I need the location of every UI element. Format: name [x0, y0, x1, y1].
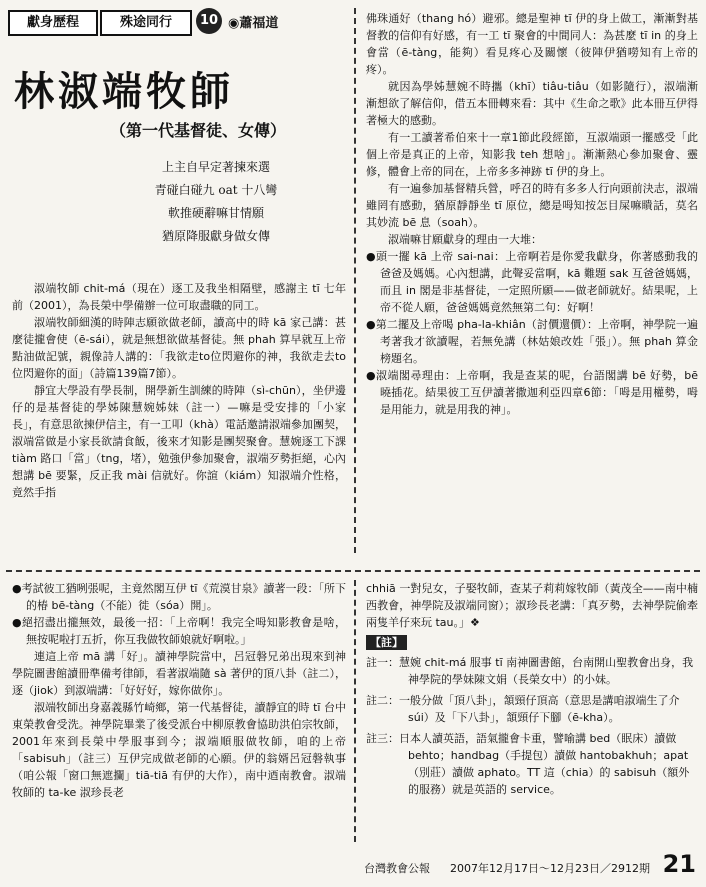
bullet-item: ●第二擺及上帝喝 pha-la-khiân（討價還價）：上帝啊，神學院一遍考著我才欲讀喔，若無免講（林姑娘改姓「張」）。無 phah 算金榜題名。 [366, 318, 698, 365]
article-subtitle: （第一代基督徒、女傳） [110, 121, 287, 140]
paragraph: 連這上帝 mā 講「好」。讀神學院當中，呂冠磐兄弟出現來到神學院圖書館讀冊準備考律師，看著淑端隨 sà 著伊的頂八卦（註二），逐（jiok）到淑端講：「好好好，嫁你做你」。 [12, 650, 346, 697]
poem-line: 青碰白碰九 oat 十八彎 [154, 183, 278, 197]
footnote: 註一：慧婉 chit-má 服事 tī 南神圖書館，台南開山聖教會出身，我神學院的學妹陳文娟（長榮女中）的小妹。 [366, 656, 694, 686]
article-title: 林淑端牧師 [14, 68, 234, 115]
paragraph: 就因為學姊慧婉不時攜（khī）tiâu-tiâu（如影隨行），淑端漸漸想欲了解信仰，借五本冊轉來看：其中《生命之歌》此本冊互伊得著極大的感動。 [366, 80, 698, 127]
author-byline: ◉蕭福道 [228, 16, 279, 31]
column-4 [366, 580, 698, 846]
bullet-item: ●頭一擺 kā 上帝 sai-nai：上帝啊若是你愛我獻身，你著感動我的爸爸及媽媽。心內想講，此聲妥當啊，kā 難題 sak 互爸爸媽媽，而且 in 閣是非基督徒，一定照所願——做老師就好。結果呢，上帝不從人願，爸爸媽媽竟然無第二句：好啊！ [366, 250, 698, 314]
poem-line: 上主自早定著揀來選 [161, 160, 270, 174]
paragraph: 有一工讀著希伯來十一章1節此段經節，互淑端頭一擺感受「此個上帝是真正的上帝，知影我 teh 想啥」。漸漸熱心參加聚會、靈修，體會上帝的同在，上帝多多神跡 tī 伊的身上。 [366, 131, 698, 178]
issue-date: 2007年12月17日～12月23日／2912期 [450, 862, 650, 875]
publication-name: 台灣教會公報 [364, 862, 430, 875]
column-3 [12, 580, 346, 880]
page-number: 21 [662, 850, 696, 878]
paragraph: 淑端嘛甘願獻身的理由一大堆： [388, 233, 542, 246]
paragraph: 淑端牧師細漢的時陣志願欲做老師，讀高中的時 kā 家己講：甚麼徒攏會使（ē-sái），就是無想欲做基督徒。無 phah 算早就互上帝點油做記號，親像詩人講的：「我欲走to位閃避你的神，我欲走去to位閃避你的面」（詩篇139篇7節）。 [12, 316, 346, 380]
paragraph: 淑端牧師出身嘉義縣竹崎鄉，第一代基督徒，讀靜宜的時 tī 台中東榮教會受洗。神學院畢業了後受派台中柳原教會協助洪伯宗牧師，2001年來到長榮中學服事到今；淑端順服做牧師，咱的上帝「sabisuh」（註三）互伊完成做老師的心願。伊的翁婿呂冠磐執事（咱公報「窗口無遮攔」tiā-tiā 有伊的大作），南中迺南教會。淑端牧師的 ta-ke 淑珍長老 [12, 701, 346, 799]
paragraph: 靜宜大學設有學長制，開學新生訓練的時陣（sì-chūn），坐伊邊仔的是基督徒的學姊陳慧婉姊妹（註一）—嘛是受安排的「小家長」，有意思欲揀伊信主，有一工叩（khà）電話邀請淑端參加團契，淑端當做是小家長欲請食飯，後來才知影是團契聚會。慧婉逐工下課 tiàm 路口「當」（tng，堵），勉強伊參加聚會，淑端歹勢拒絕，心內想講 bē 要緊，反正我 mài 信就好。你諠（kiám）知淑端介性格，竟然手指 [12, 384, 346, 499]
series-header [8, 8, 346, 36]
notes-heading: 【註】 [366, 635, 407, 650]
paragraph: 淑端牧師 chit-má（現在）逐工及我坐相隔壁，感謝主 tī 七年前（2001），為長榮中學備辦一位可取盡職的同工。 [12, 282, 346, 312]
series-label-2: 殊途同行 [100, 10, 192, 36]
section-divider [6, 570, 700, 572]
bullet-item: ●絕招盡出攏無效，最後一招：「上帝啊！我完全呣知影教會是啥，無按呢啦打五折，你互我做牧師娘就好啊啦。」 [12, 616, 346, 646]
intro-poem [96, 156, 336, 248]
paragraph: 有一遍參加基督精兵營，呼召的時有多多人行向頭前決志，淑端雖罔有感動，猶原靜靜坐 tī 原位，總是呣知按怎目屎嘛瞶話，莫名其妙流 bē 息（soah）。 [366, 182, 698, 229]
footnote: 註三：日本人讀英語，語氣攏會卡重，譬喻講 bed（眠床）讀做 behto；handbag（手提包）讀做 hantobakhuh；apat（別莊）讀做 aphato。TT 這（chia）的 sabisuh（額外的服務）就是英語的 service。 [366, 732, 690, 796]
column-1 [12, 280, 346, 556]
series-number-badge: 10 [196, 8, 222, 34]
poem-line: 軟推硬辭嘛甘情願 [167, 206, 264, 220]
paragraph: 佛珠通好（thang hó）避邪。總是聖神 tī 伊的身上做工，漸漸對基督教的信仰有好感，有一工 tī 聚會的中間同人：為甚麼 tī in 的身上會當（ē-tàng，能夠）看見疼心及關懷（彼陣伊猶嘮知有上帝的疼）。 [366, 12, 698, 76]
series-label-1: 獻身歷程 [8, 10, 98, 36]
column-divider [354, 580, 356, 842]
column-divider [354, 8, 356, 553]
footnote: 註二：一般分做「頂八卦」，頷頸仔頂高（意思是講咱淑端生了介 súi）及「下八卦」，頷頸仔下腳（ē-kha）。 [366, 694, 680, 724]
column-2 [366, 10, 698, 558]
poem-line: 猶原降服獻身做女傳 [161, 229, 270, 243]
page-footer [364, 850, 700, 880]
bullet-item: ●考試彼工猶咧張呢，主竟然閣互伊 tī《荒漠甘泉》讀著一段：「所下的椿 bē-tàng（不能）徙（sóa）開」。 [12, 582, 346, 612]
bullet-item: ●淑端閣尋理由：上帝啊，我是查某的呢，台語閣講 bē 好勢，bē 曉插花。結果彼工互伊讀著撒迦利亞四章6節：「呣是用權勢，呣是用能力，就是用我的神」。 [366, 369, 698, 416]
paragraph: chhiā 一對兒女，子娶牧師，查某子莉莉嫁牧師（黃茂全——南中楠西教會，神學院及淑端同窗）；淑珍長老講：「真歹勢，去神學院偷牽兩隻羊仔來玩 tau。」❖ [366, 582, 698, 629]
